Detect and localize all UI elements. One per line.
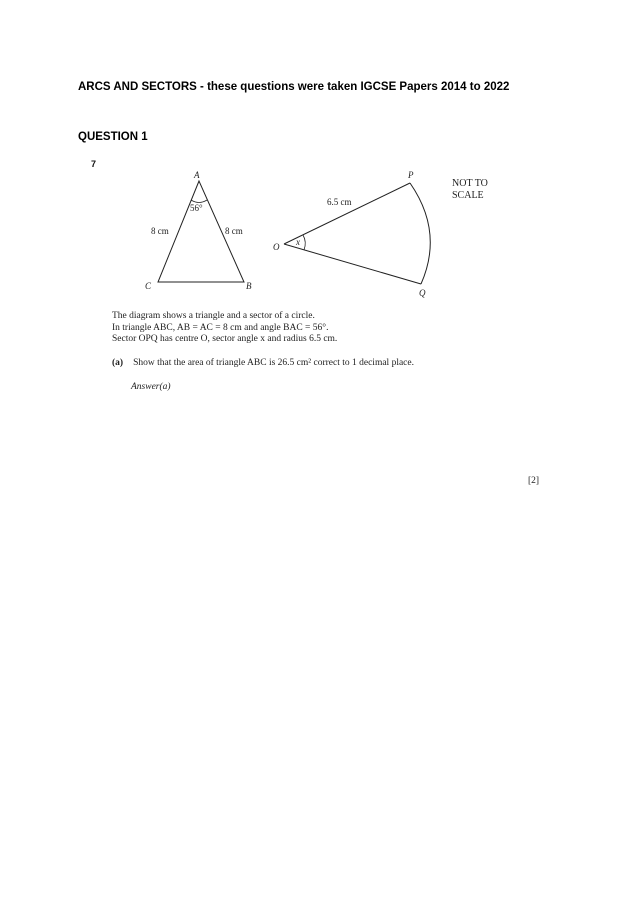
not-to-scale-line2: SCALE [452, 190, 484, 201]
vertex-o-label: O [273, 242, 280, 252]
sector-angle-label: x [296, 237, 300, 247]
body-line-1: The diagram shows a triangle and a sector of a circle. [112, 311, 315, 321]
body-line-2: In triangle ABC, AB = AC = 8 cm and angle BAC = 56°. [112, 322, 329, 333]
answer-label: Answer(a) [131, 382, 171, 392]
vertex-q-label: Q [419, 288, 426, 298]
vertex-c-label: C [145, 281, 152, 291]
question-title: QUESTION 1 [78, 131, 148, 143]
side-ac-label: 8 cm [151, 226, 169, 236]
angle-a-label: 56° [190, 203, 203, 213]
part-a-text: Show that the area of triangle ABC is 26.5 cm² correct to 1 decimal place. [133, 358, 414, 368]
radius-label: 6.5 cm [327, 197, 352, 207]
vertex-a-label: A [194, 170, 200, 180]
sector-radius-op [284, 183, 410, 244]
side-ab-label: 8 cm [225, 226, 243, 236]
vertex-p-label: P [408, 170, 414, 180]
part-a [112, 358, 414, 368]
question-number: 7 [91, 159, 97, 169]
not-to-scale-line1: NOT TO [452, 178, 488, 189]
sector-angle-arc [303, 235, 305, 250]
part-a-label: (a) [112, 358, 124, 368]
sector-radius-oq [284, 244, 421, 284]
marks-label: [2] [528, 476, 540, 486]
body-line-3: Sector OPQ has centre O, sector angle x and radius 6.5 cm. [112, 334, 338, 344]
question-body [112, 311, 337, 346]
vertex-b-label: B [246, 281, 252, 291]
sector-arc-pq [410, 183, 430, 284]
document-heading: ARCS AND SECTORS - these questions were taken IGCSE Papers 2014 to 2022 [78, 81, 510, 93]
